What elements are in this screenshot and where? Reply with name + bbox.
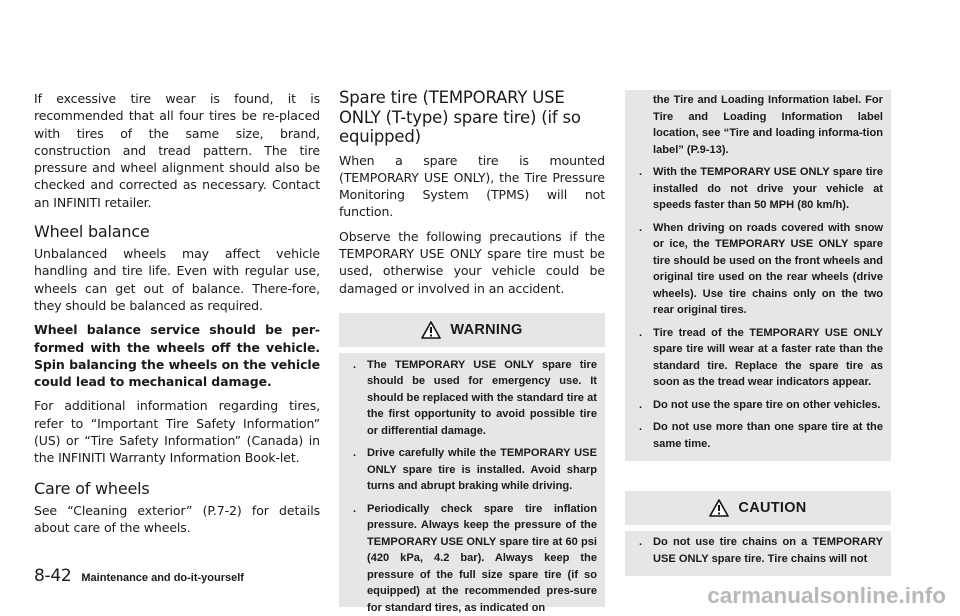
warning-triangle-icon xyxy=(421,321,441,339)
warning-item: . Tire tread of the TEMPORARY USE ONLY spare tire will wear at a faster rate than the standard tire. Replace the spare tire as soon as the tread wear indicators appear. xyxy=(639,326,883,388)
heading-spare-tire: Spare tire (TEMPORARY USE ONLY (T-type) spare tire) (if so equipped) xyxy=(339,88,581,146)
warning-item: . Periodically check spare tire inflation pressure. Always keep the pressure of the TEMPORARY USE ONLY spare tire at 60 psi (420 kPa, 4.2 bar). Always keep the pressure of the full size spare tire (if so equipped) at the recommended pres-sure for standard tires, as indicated on xyxy=(353,502,597,614)
paragraph-tire-wear: If excessive tire wear is found, it is recommended that all four tires be re-placed with tires of the same size, brand, construction and tread pattern. The tire pressure and wheel alignment should also be checked and corrected as necessary. Contact an INFINITI retailer. xyxy=(34,91,320,210)
paragraph-precautions: Observe the following precautions if the TEMPORARY USE ONLY spare tire must be used, otherwise your vehicle could be damaged or involved in an accident. xyxy=(339,228,605,296)
warning-body-continued xyxy=(625,90,891,461)
warning-title: WARNING xyxy=(450,321,523,338)
caution-item: . Do not use tire chains on a TEMPORARY USE ONLY spare tire. Tire chains will not xyxy=(639,536,883,565)
caution-title: CAUTION xyxy=(738,500,807,516)
paragraph-additional-info: For additional information regarding tires, refer to “Important Tire Safety Information” (US) or “Tire Safety Information” (Canada) in the INFINITI Warranty Information Book-let. xyxy=(34,398,320,466)
warning-item: . Drive carefully while the TEMPORARY USE ONLY spare tire is installed. Avoid sharp turns and abrupt braking while driving. xyxy=(353,447,597,493)
column-middle xyxy=(339,0,605,614)
paragraph-balance-service: Wheel balance service should be per-formed with the wheels off the vehicle. Spin balancing the wheels on the vehicle could lead to mechanical damage. xyxy=(34,322,320,390)
warning-item: . With the TEMPORARY USE ONLY spare tire installed do not drive your vehicle at speeds faster than 50 MPH (80 km/h). xyxy=(639,166,883,211)
section-title: Maintenance and do-it-yourself xyxy=(81,572,244,584)
page-footer xyxy=(34,566,244,586)
warning-item: . When driving on roads covered with snow or ice, the TEMPORARY USE ONLY spare tire should be used on the front wheels and original tire used on the rear wheels (drive wheels). Use tire chains only on the two rear original tires. xyxy=(639,221,883,316)
caution-triangle-icon xyxy=(709,499,729,517)
column-left xyxy=(34,0,320,536)
warning-header xyxy=(339,313,605,347)
warning-item: . Do not use more than one spare tire at the same time. xyxy=(639,421,883,450)
warning-item: . The TEMPORARY USE ONLY spare tire should be used for emergency use. It should be replaced with the standard tire at the first opportunity to avoid possible tire or differential damage. xyxy=(353,358,597,437)
column-right xyxy=(625,0,891,576)
paragraph-unbalanced-wheels: Unbalanced wheels may affect vehicle handling and tire life. Even with regular use, wheels can get out of balance. There-fore, they should be balanced as required. xyxy=(34,246,320,313)
warning-continued-text: the Tire and Loading Information label. For Tire and Loading Information label location, see “Tire and loading informa-tion label” (P.9-13). xyxy=(653,94,883,156)
caution-body xyxy=(625,531,891,576)
paragraph-tpms: When a spare tire is mounted (TEMPORARY USE ONLY), the Tire Pressure Monitoring System (TPMS) will not function. xyxy=(339,152,605,220)
page-number: 8-42 xyxy=(34,566,72,586)
watermark: carmanualsonline.info xyxy=(707,583,946,608)
caution-header xyxy=(625,491,891,525)
heading-wheel-balance: Wheel balance xyxy=(34,222,150,242)
warning-item: . Do not use the spare tire on other vehicles. xyxy=(639,398,881,411)
heading-care-of-wheels: Care of wheels xyxy=(34,478,150,498)
warning-body xyxy=(339,353,605,614)
paragraph-care-reference: See “Cleaning exterior” (P.7-2) for details about care of the wheels. xyxy=(34,502,320,535)
